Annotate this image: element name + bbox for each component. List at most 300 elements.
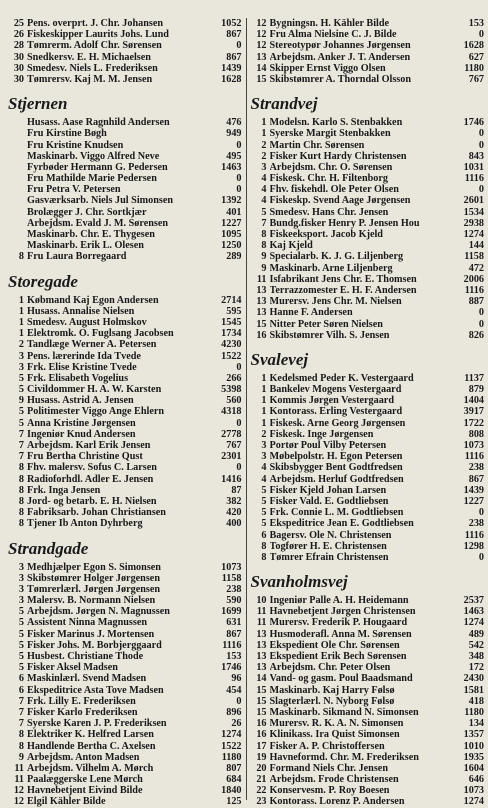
- resident-entry: [251, 274, 485, 285]
- resident-entry: [8, 763, 242, 774]
- house-number: 5: [261, 206, 267, 218]
- resident-entry: [8, 485, 242, 496]
- house-number: 11: [14, 774, 24, 786]
- resident-name: Bygningsn. H. Kähler Bilde: [269, 18, 390, 29]
- house-number: 6: [261, 529, 267, 541]
- phone-number: 1180: [464, 706, 484, 718]
- resident-entry: [251, 251, 485, 262]
- resident-entry: [251, 741, 485, 752]
- house-number: 2: [261, 150, 267, 162]
- phone-number: 1227: [221, 217, 242, 229]
- resident-entry: [8, 496, 242, 507]
- resident-entry: [251, 162, 485, 173]
- street-section: [251, 93, 485, 341]
- resident-entry: [251, 606, 485, 617]
- resident-entry: [251, 629, 485, 640]
- house-number: 3: [18, 361, 24, 373]
- phone-number: 1073: [463, 440, 484, 451]
- resident-name: Fisker Johs. M. Borbjerggaard: [27, 639, 162, 651]
- resident-entry: [8, 207, 242, 218]
- house-number: 1: [18, 328, 24, 340]
- house-number: 12: [256, 40, 267, 52]
- resident-name: Ekspeditrice Asta Tove Madsen: [27, 684, 164, 696]
- house-number: 5: [18, 406, 24, 418]
- resident-name: Ingeniør Palle A. H. Heidemann: [269, 595, 409, 607]
- resident-name: Isfabrikant Jens Chr. E. Thomsen: [269, 273, 417, 285]
- resident-entry: [251, 207, 485, 218]
- resident-name: Elektriker K. Helfred Larsen: [27, 729, 154, 741]
- phone-number: 1010: [463, 740, 484, 752]
- resident-entry: [8, 429, 242, 440]
- phone-number: 0: [236, 417, 242, 429]
- resident-name: Syerske Margit Stenbakken: [269, 128, 391, 140]
- resident-entry: [8, 362, 242, 373]
- resident-name: Havneformd. Chr. M. Frederiksen: [269, 751, 419, 763]
- phone-number: 87: [231, 484, 242, 496]
- house-number: 15: [256, 684, 267, 696]
- house-number: 13: [256, 296, 267, 308]
- phone-number: 1699: [221, 606, 242, 618]
- street-section: [8, 18, 242, 85]
- resident-name: Terrazzomester E. H. F. Andersen: [269, 284, 417, 296]
- phone-number: 125: [226, 796, 242, 808]
- resident-name: Arbejdsm. Chr. Peter Olsen: [269, 662, 391, 674]
- resident-name: Købmand Kaj Egon Andersen: [27, 294, 159, 306]
- phone-number: 1439: [221, 62, 242, 74]
- house-number: 15: [256, 73, 267, 85]
- house-number: 15: [256, 318, 267, 330]
- resident-entry: [251, 673, 485, 684]
- phone-number: 0: [236, 173, 242, 185]
- house-number: 11: [14, 762, 24, 774]
- phone-number: 238: [468, 518, 484, 530]
- house-number: 9: [261, 262, 267, 274]
- resident-entry: [251, 296, 485, 307]
- street-section: [8, 271, 242, 530]
- resident-entry: [8, 685, 242, 696]
- phone-number: 1604: [463, 762, 484, 774]
- resident-entry: [8, 52, 242, 63]
- house-number: 5: [261, 495, 267, 507]
- resident-name: Tømrersv. Kaj M. M. Jensen: [27, 73, 153, 85]
- resident-entry: [8, 640, 242, 651]
- house-number: 3: [18, 583, 24, 595]
- house-number: 25: [13, 18, 24, 29]
- resident-entry: [251, 307, 485, 318]
- house-number: 3: [18, 595, 24, 607]
- phone-number: 238: [468, 462, 484, 474]
- resident-entry: [251, 507, 485, 518]
- phone-number: 1158: [464, 251, 484, 263]
- resident-name: Modelsn. Karlo S. Stenbakken: [269, 117, 403, 129]
- phone-number: 4230: [221, 339, 242, 351]
- resident-entry: [251, 240, 485, 251]
- phone-number: 0: [478, 184, 484, 196]
- phone-number: 420: [226, 507, 242, 519]
- phone-number: 887: [468, 296, 484, 308]
- resident-name: Fru Laura Borregaard: [27, 251, 127, 263]
- phone-number: 767: [468, 73, 484, 85]
- street-heading: Storegade: [8, 271, 78, 291]
- resident-name: Smedesv. August Holmskov: [27, 316, 147, 328]
- phone-number: 1052: [221, 18, 242, 29]
- house-number: 1: [261, 384, 267, 396]
- resident-entry: [8, 251, 242, 262]
- resident-entry: [8, 40, 242, 51]
- resident-entry: [251, 440, 485, 451]
- resident-name: Havnebetjent Eivind Bilde: [27, 785, 143, 797]
- house-number: 8: [261, 551, 267, 563]
- phone-number: 1722: [463, 417, 484, 429]
- house-number: 1: [18, 305, 24, 317]
- resident-name: Ekspeditrice Jean E. Godtliebsen: [269, 518, 414, 530]
- phone-number: 1116: [464, 529, 484, 541]
- phone-number: 2301: [221, 451, 242, 463]
- resident-entry: [251, 384, 485, 395]
- resident-entry: [8, 518, 242, 529]
- phone-number: 867: [226, 628, 242, 640]
- resident-name: Tømrerlærl. Jørgen Jørgensen: [27, 583, 161, 595]
- resident-entry: [251, 541, 485, 552]
- phone-number: 266: [226, 372, 242, 384]
- house-number: 5: [261, 484, 267, 496]
- phone-number: 808: [468, 428, 484, 440]
- resident-name: Maskinarb. Arne Liljenberg: [269, 262, 393, 274]
- resident-name: Fiskesk. Inge Jørgensen: [269, 428, 374, 440]
- phone-number: 1250: [221, 240, 242, 252]
- resident-name: Havnebetjent Jørgen Christensen: [269, 606, 416, 618]
- house-number: 16: [256, 718, 267, 730]
- phone-number: 1274: [221, 729, 242, 741]
- phone-number: 2714: [221, 294, 242, 306]
- resident-entry: [8, 74, 242, 85]
- house-number: 8: [18, 495, 24, 507]
- resident-name: Husass. Astrid A. Jensen: [27, 395, 134, 407]
- resident-entry: [251, 429, 485, 440]
- resident-name: Fiskeskp. Svend Aage Jørgensen: [269, 195, 411, 207]
- phone-number: 1522: [221, 740, 242, 752]
- resident-entry: [8, 162, 242, 173]
- house-number: 8: [18, 251, 24, 263]
- resident-entry: [251, 184, 485, 195]
- phone-number: 1274: [463, 229, 484, 240]
- phone-number: 2601: [463, 195, 484, 207]
- house-number: 5: [18, 417, 24, 429]
- resident-entry: [251, 651, 485, 662]
- phone-number: 238: [226, 583, 242, 595]
- resident-name: Arbejdsm. Chr. O. Sørensen: [269, 161, 393, 173]
- house-number: 7: [18, 440, 24, 451]
- resident-name: Radioforhdl. Adler E. Jensen: [27, 473, 154, 485]
- resident-name: Fru Kirstine Bøgh: [27, 128, 107, 140]
- house-number: 8: [18, 484, 24, 496]
- resident-name: Frk. Elisabeth Vogelius: [27, 372, 129, 384]
- resident-entry: [251, 552, 485, 563]
- phone-number: 560: [226, 395, 242, 407]
- resident-name: Brolægger J. Chr. Sortkjær: [27, 206, 147, 218]
- phone-number: 144: [468, 240, 484, 252]
- phone-number: 1463: [463, 606, 484, 618]
- resident-entry: [251, 40, 485, 51]
- phone-number: 153: [226, 651, 242, 662]
- resident-name: Arbejdsm. Vilhelm A. Mørch: [27, 762, 154, 774]
- resident-name: Kaj Kjeld: [269, 240, 313, 252]
- phone-number: 489: [468, 628, 484, 640]
- house-number: 14: [256, 673, 267, 685]
- resident-entry: [251, 151, 485, 162]
- house-number: 2: [18, 339, 24, 351]
- resident-name: Fisker Kjeld Johan Larsen: [269, 484, 387, 496]
- resident-name: Handlende Bertha C. Axelsen: [27, 740, 156, 752]
- resident-name: Stereotypør Johannes Jørgensen: [269, 40, 411, 52]
- phone-number: 1416: [221, 473, 242, 485]
- resident-entry: [251, 474, 485, 485]
- resident-name: Husass. Annalise Nielsen: [27, 305, 135, 317]
- resident-entry: [8, 440, 242, 451]
- resident-entry: [8, 184, 242, 195]
- resident-name: Murersv. Jens Chr. M. Nielsen: [269, 296, 402, 308]
- house-number: 8: [261, 229, 267, 240]
- house-number: 1: [261, 117, 267, 129]
- resident-entry: [8, 774, 242, 785]
- house-number: 5: [18, 606, 24, 618]
- resident-entry: [8, 128, 242, 139]
- resident-entry: [251, 496, 485, 507]
- resident-entry: [8, 218, 242, 229]
- house-number: 5: [18, 372, 24, 384]
- resident-name: Tjener Ib Anton Dyhrberg: [27, 518, 143, 530]
- house-number: 9: [18, 395, 24, 407]
- resident-entry: [8, 451, 242, 462]
- resident-entry: [251, 763, 485, 774]
- resident-name: Frk. Elise Kristine Tvede: [27, 361, 137, 373]
- resident-entry: [251, 117, 485, 128]
- resident-name: Togfører H. E. Christensen: [269, 540, 387, 552]
- resident-name: Fiskeeksport. Jacob Kjeld: [269, 229, 383, 240]
- resident-entry: [8, 662, 242, 673]
- house-number: 5: [18, 617, 24, 629]
- phone-number: 454: [226, 684, 242, 696]
- phone-number: 2938: [463, 217, 484, 229]
- phone-number: 1116: [222, 639, 242, 651]
- resident-name: Fru Kristine Knudsen: [27, 139, 124, 151]
- phone-number: 1628: [463, 40, 484, 52]
- house-number: 13: [256, 284, 267, 296]
- house-number: 3: [261, 161, 267, 173]
- resident-name: Arbejdsm. Karl Erik Jensen: [27, 440, 151, 451]
- resident-name: Assistent Ninna Magnussen: [27, 617, 148, 629]
- resident-name: Nitter Peter Søren Nielsen: [269, 318, 383, 330]
- resident-entry: [251, 52, 485, 63]
- resident-name: Husmoderafl. Anna M. Sørensen: [269, 628, 412, 640]
- resident-entry: [8, 696, 242, 707]
- resident-entry: [8, 562, 242, 573]
- phone-number: 0: [236, 695, 242, 707]
- resident-name: Maskinlærl. Svend Madsen: [27, 673, 147, 685]
- house-number: 30: [13, 73, 24, 85]
- resident-entry: [251, 319, 485, 330]
- resident-entry: [8, 395, 242, 406]
- resident-entry: [251, 485, 485, 496]
- house-number: 11: [256, 273, 267, 285]
- house-number: 7: [18, 451, 24, 463]
- phone-number: 0: [478, 318, 484, 330]
- house-number: 2: [261, 428, 267, 440]
- house-number: 3: [18, 350, 24, 362]
- house-number: 6: [18, 673, 24, 685]
- resident-name: Elgil Kähler Bilde: [27, 796, 106, 808]
- resident-entry: [251, 218, 485, 229]
- house-number: 11: [256, 606, 267, 618]
- phone-number: 896: [226, 706, 242, 718]
- resident-name: Ekspedient Ole Chr. Sørensen: [269, 639, 400, 651]
- resident-entry: [8, 507, 242, 518]
- house-number: 28: [13, 40, 24, 52]
- phone-number: 1734: [221, 328, 242, 340]
- house-number: 5: [18, 628, 24, 640]
- house-number: 8: [261, 240, 267, 252]
- resident-name: Ingeniør Knud Andersen: [27, 428, 136, 440]
- street-heading: Stjernen: [8, 94, 68, 114]
- phone-number: 949: [226, 128, 242, 140]
- resident-name: Fisker Vald. E. Godtliebsen: [269, 495, 389, 507]
- resident-entry: [251, 263, 485, 274]
- phone-number: 0: [478, 307, 484, 319]
- phone-number: 0: [236, 184, 242, 196]
- phone-number: 1031: [463, 161, 484, 173]
- resident-name: Bankelev Mogens Vestergaard: [269, 384, 402, 396]
- street-section: [251, 349, 485, 563]
- resident-name: Fru Alma Nielsine C. J. Bilde: [269, 29, 397, 41]
- house-number: 5: [261, 507, 267, 519]
- resident-name: Maskinarb. Erik L. Olesen: [27, 240, 144, 252]
- resident-entry: [8, 718, 242, 729]
- house-number: 4: [261, 473, 267, 485]
- resident-entry: [251, 595, 485, 606]
- house-number: 21: [256, 774, 267, 786]
- resident-name: Tømrer Efrain Christensen: [269, 551, 389, 563]
- resident-entry: [8, 785, 242, 796]
- house-number: 8: [18, 462, 24, 474]
- house-number: 5: [261, 518, 267, 530]
- phone-number: 1158: [221, 572, 242, 584]
- resident-name: Arbejdsm. Anker J. T. Andersen: [269, 51, 411, 63]
- resident-name: Murersv. Frederik P. Hougaard: [269, 617, 408, 629]
- phone-number: 1116: [464, 173, 484, 185]
- phone-number: 646: [468, 774, 484, 786]
- resident-name: Pens. lærerinde Ida Tvede: [27, 350, 141, 362]
- resident-name: Kontorass. Erling Vestergaard: [269, 406, 403, 418]
- resident-entry: [251, 195, 485, 206]
- resident-entry: [8, 651, 242, 662]
- phone-number: 1137: [464, 372, 484, 384]
- phone-number: 1628: [221, 73, 242, 85]
- resident-entry: [8, 195, 242, 206]
- house-number: 11: [256, 617, 267, 629]
- house-number: 4: [261, 184, 267, 196]
- resident-entry: [251, 229, 485, 240]
- resident-name: Tandlæge Werner A. Petersen: [27, 339, 157, 351]
- house-number: 3: [261, 440, 267, 451]
- phone-number: 590: [226, 595, 242, 607]
- house-number: 17: [256, 740, 267, 752]
- resident-entry: [8, 240, 242, 251]
- resident-name: Fru Mathilde Marie Pedersen: [27, 173, 157, 185]
- phone-number: 5398: [221, 384, 242, 396]
- phone-number: 826: [468, 329, 484, 341]
- house-number: 15: [256, 695, 267, 707]
- phone-number: 1274: [463, 617, 484, 629]
- phone-number: 1840: [221, 785, 242, 797]
- resident-name: Jord- og betarb. E. H. Nielsen: [27, 495, 157, 507]
- street-section: [251, 571, 485, 808]
- house-number: 7: [18, 428, 24, 440]
- resident-name: Skibstømrer Holger Jørgensen: [27, 572, 160, 584]
- phone-number: 0: [478, 139, 484, 151]
- street-heading: Strandgade: [8, 538, 89, 558]
- phone-number: 0: [478, 29, 484, 41]
- house-number: 19: [256, 751, 267, 763]
- house-number: 8: [18, 473, 24, 485]
- house-number: 7: [18, 706, 24, 718]
- resident-name: Formand Niels Chr. Jensen: [269, 762, 388, 774]
- phone-number: 542: [468, 639, 484, 651]
- phone-number: 0: [478, 507, 484, 519]
- resident-name: Maskinarb. Kaj Harry Følsø: [269, 684, 395, 696]
- house-number: 13: [256, 628, 267, 640]
- house-number: 12: [256, 18, 267, 29]
- resident-name: Konservesm. P. Roy Boesen: [269, 785, 390, 797]
- phone-number: 1116: [464, 451, 484, 463]
- phone-number: 2778: [221, 428, 242, 440]
- resident-entry: [8, 140, 242, 151]
- resident-entry: [8, 606, 242, 617]
- resident-name: Maskinarb. Viggo Alfred Neve: [27, 150, 160, 162]
- resident-entry: [251, 617, 485, 628]
- resident-name: Tømrerm. Adolf Chr. Sørensen: [27, 40, 162, 52]
- resident-name: Skibstømrer Vilh. S. Jensen: [269, 329, 390, 341]
- phone-number: 1392: [221, 195, 242, 207]
- resident-name: Specialarb. K. J. G. Liljenberg: [269, 251, 404, 263]
- resident-name: Smedesv. Hans Chr. Jensen: [269, 206, 389, 218]
- resident-name: Kontorass. Lorenz P. Andersen: [269, 796, 405, 808]
- resident-name: Fru Petra V. Petersen: [27, 184, 121, 196]
- phone-number: 495: [226, 150, 242, 162]
- resident-entry: [8, 406, 242, 417]
- house-number: 1: [261, 372, 267, 384]
- phone-number: 1746: [463, 117, 484, 129]
- resident-name: Fyrbøder Hermann G. Pedersen: [27, 161, 168, 173]
- resident-name: Syerske Karen J. P. Frederiksen: [27, 718, 167, 730]
- resident-entry: [8, 317, 242, 328]
- resident-name: Kommis Jørgen Vestergaard: [269, 395, 394, 407]
- phone-number: 1180: [464, 62, 484, 74]
- resident-name: Møbelpolstr. H. Egon Petersen: [269, 451, 403, 463]
- resident-entry: [251, 752, 485, 763]
- resident-entry: [8, 418, 242, 429]
- phone-number: 3917: [463, 406, 484, 418]
- resident-name: Klinikass. Ira Quist Simonsen: [269, 729, 400, 741]
- phone-number: 1073: [463, 785, 484, 797]
- resident-name: Arbejdsm. Herluf Godtfredsen: [269, 473, 404, 485]
- resident-name: Snedkersv. E. H. Michaelsen: [27, 51, 151, 63]
- resident-name: Arbejdsm. Jørgen N. Magnussen: [27, 606, 170, 618]
- resident-name: Skibstømrer A. Thorndal Olsson: [269, 73, 412, 85]
- house-number: 15: [256, 706, 267, 718]
- resident-name: Frk. Inga Jensen: [27, 484, 101, 496]
- house-number: 22: [256, 785, 267, 797]
- phone-number: 2430: [463, 673, 484, 685]
